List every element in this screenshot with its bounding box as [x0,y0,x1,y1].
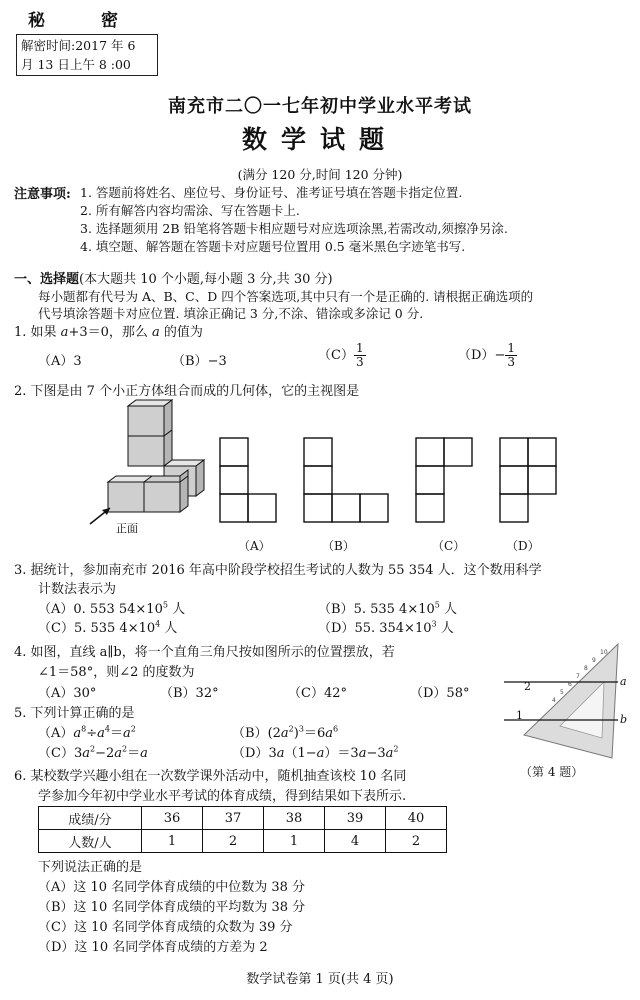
q2-stem: 2. 下图是由 7 个小正方体组合而成的几何体，它的主视图是 [14,384,360,399]
q6-prompt: 下列说法正确的是 [38,860,143,875]
ruler-mark: 6 [568,681,572,688]
cube-side [180,476,188,512]
q5-option-d: $(D)3a(1-a)=3a-3a^2$ [232,744,399,761]
table-row [39,830,447,853]
q1-option-d: （D）− $\frac{1}{3}$ [458,341,515,369]
table-header-cell: 成绩/分 [39,807,142,830]
q3-stem-1: 3. 据统计，参加南充市 2016 年高中阶段学校招生考试的人数为 55 354 人．这个数用科学 [14,563,542,578]
q3-option-a: （A）0. 553 $54\times 10^5$ 人 [38,600,186,617]
notice-item-3: 3. 选择题须用 2B 铅笔将答题卡相应题号对应选项涂黑,若需改动,须擦净另涂. [80,221,508,236]
q1-stem: 1. 如果 a+3＝0，那么 a 的值为 [14,325,203,340]
cube-side [196,460,204,496]
angle-2-label: 2 [524,680,531,693]
view-a [220,438,276,522]
q4-caption: （第 4 题） [520,765,584,779]
confidential-label: 秘 密 [28,11,120,31]
exam-info: (满分 120 分,时间 120 分钟) [237,167,403,182]
table-cell: 1 [264,830,325,853]
decrypt-line-2: 月 13 日上午 8 :00 [21,57,131,72]
cube-front [144,482,180,512]
notice-item-2: 2. 所有解答内容均需涂、写在答题卡上. [80,203,300,218]
label-b: b [620,713,628,726]
table-cell: 36 [142,807,203,830]
ruler-mark: 8 [584,665,588,672]
table-cell: 37 [203,807,264,830]
q6-stem-1: 6. 某校数学兴趣小组在一次数学课外活动中，随机抽查该校 10 名同 [14,769,407,784]
view-c-label: （C） [432,539,466,553]
q3-option-c: （C）5. 535 $4\times 10^4$ 人 [38,619,178,636]
notice-label: 注意事项: [14,187,71,202]
q4-option-c: （C）42° [288,686,347,701]
section-heading: 一、选择题(本大题共 10 个小题,每小题 3 分,共 30 分) [14,272,333,287]
table-cell: 38 [264,807,325,830]
table-row [39,807,447,830]
q6-option-d: （D）这 10 名同学体育成绩的方差为 2 [38,940,268,955]
table-cell: 4 [325,830,386,853]
q5-stem: 5. 下列计算正确的是 [14,706,135,721]
cube-front [128,436,164,466]
exam-title: 南充市二〇一七年初中学业水平考试 [168,96,472,117]
ruler-mark: 9 [592,657,596,664]
q3-stem-2: 计数法表示为 [38,582,117,597]
angle-1-label: 1 [516,709,523,722]
view-d-label: （D） [506,539,540,553]
table-header-cell: 人数/人 [39,830,142,853]
section-intro-2: 代号填涂答题卡对应位置. 填涂正确记 3 分,不涂、错涂或多涂记 0 分. [38,306,424,321]
label-a: a [620,675,627,688]
q1-option-c: （C） $\frac{1}{3}$ [318,341,364,369]
q3-option-d: （D）55. $354\times 10^3$ 人 [318,619,454,636]
ruler-mark: 7 [576,673,580,680]
q4-stem-1: 4. 如图，直线 a∥b，将一个直角三角尺按如图所示的位置摆放，若 [14,645,395,660]
cube-front [108,482,144,512]
q2-solid-figure [72,398,212,540]
q4-stem-2: ∠1＝58°，则∠2 的度数为 [38,665,195,680]
front-label: 正面 [116,522,138,535]
view-a-label: （A） [238,539,271,553]
subject-title: 数学试题 [241,125,398,154]
table-cell: 39 [325,807,386,830]
table-cell: 2 [203,830,264,853]
table-cell: 40 [386,807,447,830]
q6-option-b: （B）这 10 名同学体育成绩的平均数为 38 分 [38,900,306,915]
q3-option-b: （B）5. 535 $4\times 10^5$ 人 [318,600,457,617]
q1-option-b: （B）−3 [172,354,227,369]
view-c [416,438,472,522]
table-cell: 1 [142,830,203,853]
triangle-ruler [524,644,618,758]
ruler-mark: 10 [600,649,608,656]
q1-option-a: （A）3 [38,354,82,369]
ruler-mark: 5 [560,689,564,696]
q4-figure [490,630,630,780]
q4-option-a: （A）30° [38,686,97,701]
cube-front [128,406,164,436]
decrypt-time-box [16,34,158,76]
cube-top-face [108,476,152,482]
notice-item-1: 1. 答题前将姓名、座位号、身份证号、准考证号填在答题卡指定位置. [80,185,463,200]
page-footer: 数学试卷第 1 页(共 4 页) [246,972,394,987]
q5-option-b: $(B)(2a^2)^3=6a^6$ [232,724,339,741]
q6-stem-2: 学参加今年初中学业水平考试的体育成绩，得到结果如下表所示. [38,789,407,804]
view-b [304,438,388,522]
q2-option-views [210,430,610,560]
view-b-label: （B） [322,539,355,553]
q4-option-b: （B）32° [160,686,219,701]
q6-option-c: （C）这 10 名同学体育成绩的众数为 39 分 [38,920,293,935]
section-intro-1: 每小题都有代号为 A、B、C、D 四个答案选项,其中只有一个是正确的. 请根据正确选项的 [38,289,534,304]
decrypt-line-1: 解密时间:2017 年 6 [21,38,136,53]
q4-option-d: （D）58° [410,686,470,701]
notice-item-4: 4. 填空题、解答题在答题卡对应题号位置用 0.5 毫米黑色字迹笔书写. [80,239,466,254]
q6-option-a: （A）这 10 名同学体育成绩的中位数为 38 分 [38,880,306,895]
ruler-mark: 4 [552,697,556,704]
q5-option-c: $(C)3a^2-2a^2=a$ [38,744,148,761]
table-cell: 2 [386,830,447,853]
q5-option-a: $(A)a^8\div a^4=a^2$ [38,724,136,741]
score-table [38,806,447,853]
view-d [500,438,556,522]
